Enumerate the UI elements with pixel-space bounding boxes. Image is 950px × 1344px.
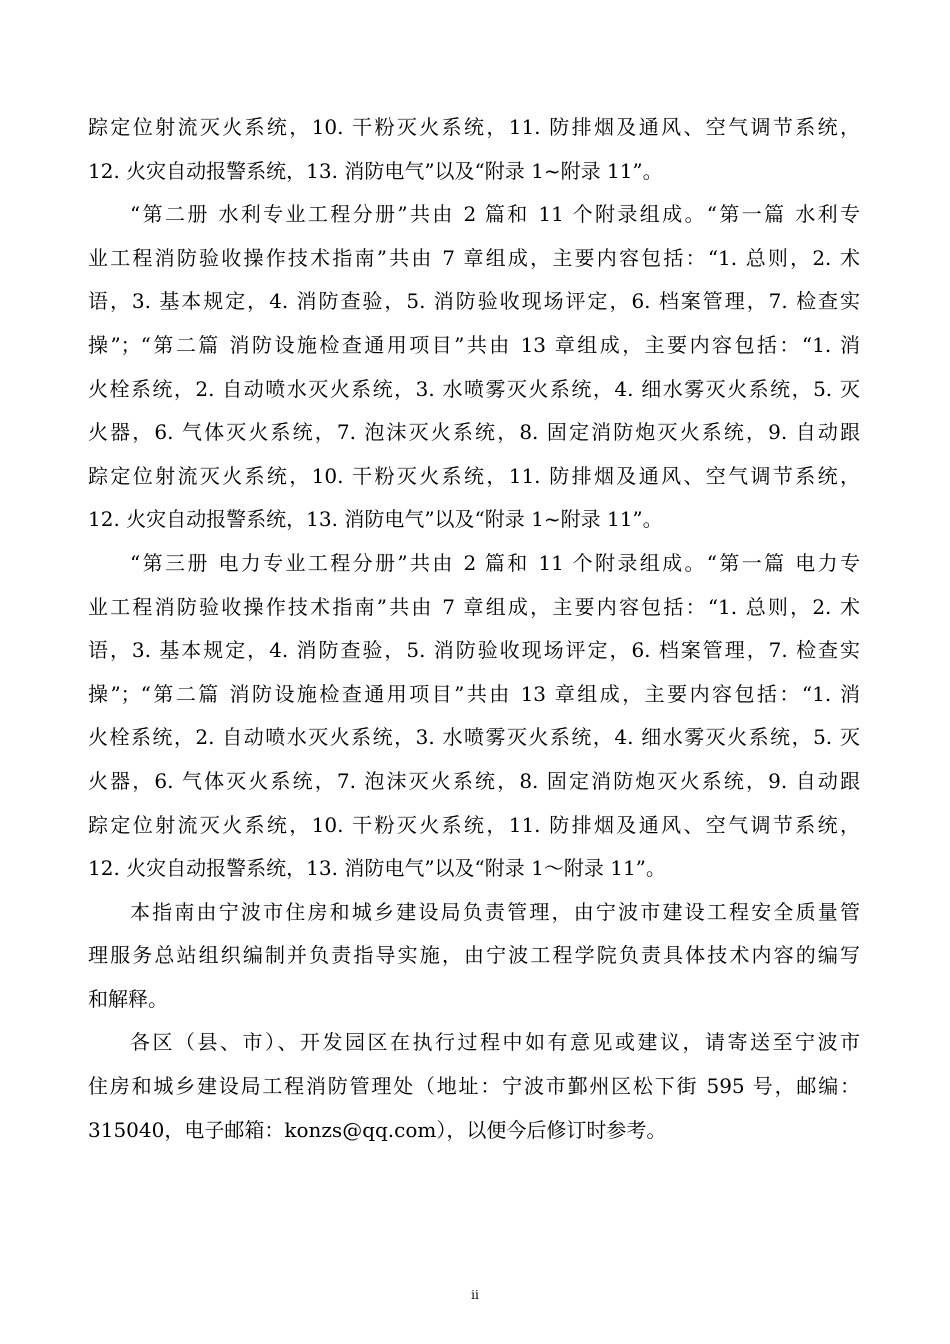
text-line: 12. 火灾自动报警系统，13. 消防电气”以及“附录 1～附录 11”。 [88,856,666,881]
body-text [88,106,860,1152]
text-line: 操”；“第二篇 消防设施检查通用项目”共由 13 章组成，主要内容包括：“1. 消 [88,681,860,706]
text-line: 315040，电子邮箱：konzs@qq.com），以便今后修订时参考。 [88,1117,667,1142]
page-number: ii [471,1288,479,1302]
text-line: 踪定位射流灭火系统，10. 干粉灭火系统，11. 防排烟及通风、空气调节系统， [88,812,860,837]
text-line: 本指南由宁波市住房和城乡建设局负责管理，由宁波市建设工程安全质量管 [130,899,860,924]
text-line: 12. 火灾自动报警系统，13. 消防电气”以及“附录 1~附录 11”。 [88,158,663,183]
text-line: 语，3. 基本规定，4. 消防查验，5. 消防验收现场评定，6. 档案管理，7. 检查实 [88,638,860,663]
text-line: 操”；“第二篇 消防设施检查通用项目”共由 13 章组成，主要内容包括：“1. 消 [88,332,860,357]
text-line: 12. 火灾自动报警系统，13. 消防电气”以及“附录 1~附录 11”。 [88,507,663,532]
text-line: 踪定位射流灭火系统，10. 干粉灭火系统，11. 防排烟及通风、空气调节系统， [88,463,860,488]
text-line: 住房和城乡建设局工程消防管理处（地址：宁波市鄞州区松下街 595 号，邮编： [88,1074,860,1099]
text-line: 火器，6. 气体灭火系统，7. 泡沫灭火系统，8. 固定消防炮灭火系统，9. 自动跟 [88,420,860,445]
text-line: 火器，6. 气体灭火系统，7. 泡沫灭火系统，8. 固定消防炮灭火系统，9. 自动跟 [88,768,860,793]
text-line: “第二册 水利专业工程分册”共由 2 篇和 11 个附录组成。“第一篇 水利专 [130,202,860,227]
text-line: 火栓系统，2. 自动喷水灭火系统，3. 水喷雾灭火系统，4. 细水雾灭火系统，5. 灭 [88,725,860,750]
text-line: 语，3. 基本规定，4. 消防查验，5. 消防验收现场评定，6. 档案管理，7. 检查实 [88,289,860,314]
text-line: 各区（县、市）、开发园区在执行过程中如有意见或建议，请寄送至宁波市 [130,1030,860,1055]
text-line: 理服务总站组织编制并负责指导实施，由宁波工程学院负责具体技术内容的编写 [88,943,860,968]
text-line: 和解释。 [88,986,168,1011]
text-line: 业工程消防验收操作技术指南”共由 7 章组成，主要内容包括：“1. 总则，2. 术 [88,594,860,619]
text-line: 业工程消防验收操作技术指南”共由 7 章组成，主要内容包括：“1. 总则，2. 术 [88,245,860,270]
text-line: “第三册 电力专业工程分册”共由 2 篇和 11 个附录组成。“第一篇 电力专 [130,550,860,575]
text-line: 火栓系统，2. 自动喷水灭火系统，3. 水喷雾灭火系统，4. 细水雾灭火系统，5. 灭 [88,376,860,401]
text-line: 踪定位射流灭火系统，10. 干粉灭火系统，11. 防排烟及通风、空气调节系统， [88,115,860,139]
